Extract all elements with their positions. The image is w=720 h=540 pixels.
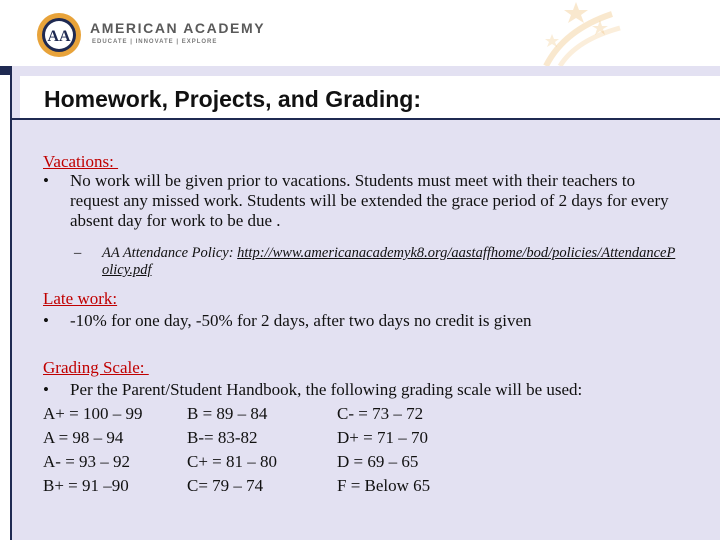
late-work-bullet <box>43 311 683 331</box>
grade-cell: B = 89 – 84 <box>187 404 268 423</box>
attendance-policy <box>74 245 683 279</box>
vacations-heading: Vacations: <box>43 152 119 171</box>
title-rule <box>10 118 720 120</box>
brand-tagline: EDUCATE | INNOVATE | EXPLORE <box>92 39 218 45</box>
grade-cell: B+ = 91 –90 <box>43 476 129 495</box>
grade-cell: C- = 73 – 72 <box>337 404 424 423</box>
vacations-text: No work will be given prior to vacations. Students must meet with their teachers to request any missed work. Students will be extended the grace period of 2 days for every absent day for work to be due . <box>70 171 669 230</box>
stars-decoration-icon <box>516 0 720 66</box>
brand-name: AMERICAN ACADEMY <box>90 20 266 36</box>
bullet-dot-icon: • <box>43 380 49 399</box>
title-bar <box>20 76 720 118</box>
policy-label: AA Attendance Policy: <box>102 245 238 261</box>
grade-cell: D+ = 71 – 70 <box>337 428 428 447</box>
grading-scale-table <box>43 402 683 498</box>
grade-cell: A = 98 – 94 <box>43 428 124 447</box>
policy-link[interactable]: http://www.americanacademyk8.org/aastaffhome/bod/policies/AttendanceP olicy.pdf <box>102 245 676 278</box>
grading-heading: Grading Scale: <box>43 358 149 377</box>
grade-cell: A- = 93 – 92 <box>43 452 131 471</box>
grade-cell: D = 69 – 65 <box>337 452 419 471</box>
grading-text: Per the Parent/Student Handbook, the following grading scale will be used: <box>70 380 583 399</box>
grade-cell: F = Below 65 <box>337 476 431 495</box>
grading-bullet <box>43 380 683 400</box>
vacations-bullet <box>43 171 683 231</box>
header <box>0 0 720 66</box>
slide-content <box>43 152 683 498</box>
bullet-dot-icon: • <box>43 171 49 190</box>
grade-cell: C+ = 81 – 80 <box>187 452 278 471</box>
slide-title: Homework, Projects, and Grading: <box>44 86 422 112</box>
academy-seal-icon <box>36 12 82 58</box>
grade-cell: B-= 83-82 <box>187 428 258 447</box>
logo-monogram: AA <box>47 28 71 45</box>
bullet-dot-icon: • <box>43 311 49 330</box>
dash-icon: – <box>74 245 82 261</box>
grade-cell: A+ = 100 – 99 <box>43 404 143 423</box>
late-work-heading: Late work: <box>43 289 118 308</box>
grade-cell: C= 79 – 74 <box>187 476 264 495</box>
late-work-text: -10% for one day, -50% for 2 days, after two days no credit is given <box>70 311 532 330</box>
